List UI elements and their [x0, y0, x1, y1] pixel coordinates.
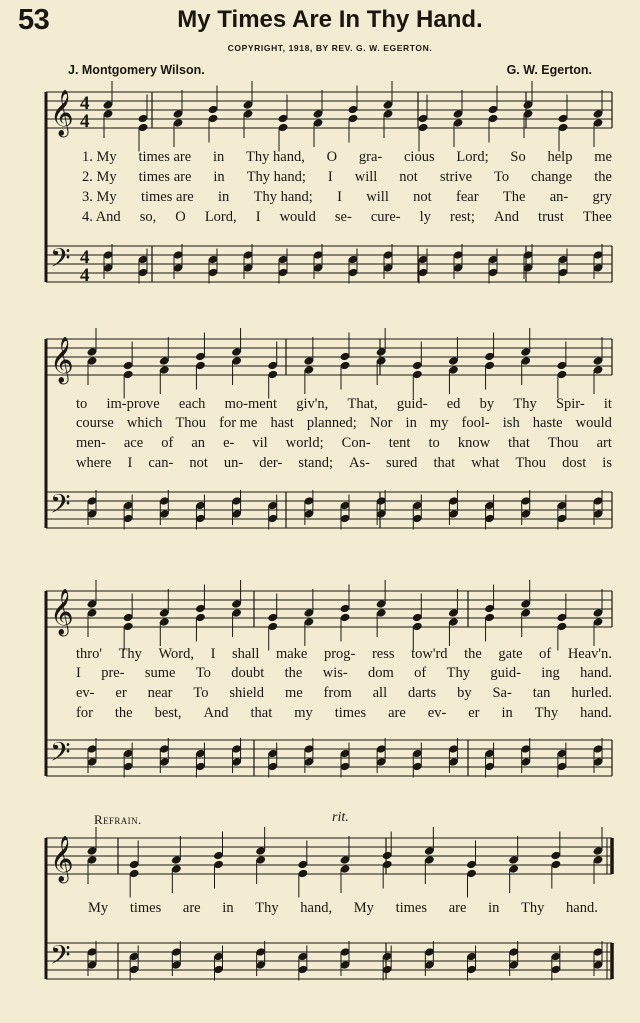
lyric-syllable: shall	[231, 646, 260, 662]
lyric-syllable: Thy	[446, 665, 470, 681]
treble-clef-icon: 𝄞	[50, 90, 74, 136]
lyric-syllable: not	[189, 455, 208, 471]
lyric-syllable: me	[594, 149, 612, 165]
lyric-syllable: to	[428, 435, 440, 451]
lyric-syllable: dom	[368, 665, 394, 681]
lyric-syllable: which	[126, 415, 163, 431]
lyric-syllable: sume	[144, 665, 176, 681]
lyric-syllable: er	[468, 705, 480, 721]
lyric-syllable: of	[414, 665, 427, 681]
lyric-syllable: times are	[138, 169, 192, 185]
lyric-syllable: for	[76, 705, 93, 721]
lyric-line	[76, 685, 612, 702]
copyright-notice: COPYRIGHT, 1918, BY REV. G. W. EGERTON.	[227, 43, 433, 53]
lyric-syllable: in	[213, 169, 225, 185]
lyric-syllable: I	[210, 646, 216, 662]
lyric-syllable: 1. My	[82, 149, 117, 165]
lyric-syllable: ress	[371, 646, 395, 662]
lyric-syllable: The	[502, 189, 526, 205]
lyric-syllable: Thy	[118, 646, 142, 662]
lyric-syllable: art	[596, 435, 612, 451]
lyric-syllable: Sa-	[492, 685, 512, 701]
lyric-syllable: guid-	[490, 665, 521, 681]
lyric-syllable: Word,	[158, 646, 194, 662]
lyric-syllable: 4. And	[82, 209, 121, 225]
lyric-syllable: in	[212, 149, 225, 165]
lyric-syllable: To	[195, 665, 211, 681]
lyric-syllable: the	[594, 169, 612, 185]
lyric-syllable: Nor	[369, 415, 393, 431]
lyric-syllable: are	[182, 900, 201, 916]
lyric-syllable: As-	[349, 455, 370, 471]
lyric-syllable: know	[457, 435, 491, 451]
lyric-syllable: vil	[252, 435, 268, 451]
lyric-syllable: times are	[138, 149, 192, 165]
lyric-syllable: Spir-	[555, 396, 585, 412]
lyric-syllable: where	[76, 455, 112, 471]
lyric-syllable: ly	[419, 209, 431, 225]
lyric-line	[76, 415, 612, 432]
lyric-syllable: e-	[223, 435, 235, 451]
lyric-syllable: is	[602, 455, 612, 471]
ritardando-mark: rit.	[332, 810, 349, 825]
lyric-syllable: that	[508, 435, 530, 451]
lyric-syllable: men-	[76, 435, 106, 451]
lyric-syllable: ev-	[76, 685, 95, 701]
lyric-syllable: make	[275, 646, 308, 662]
lyric-syllable: times	[334, 705, 367, 721]
lyric-syllable: me	[284, 685, 303, 701]
lyric-syllable: O	[175, 209, 186, 225]
lyric-syllable: tan	[532, 685, 551, 701]
lyric-syllable: in	[501, 705, 513, 721]
time-signature-denominator: 4	[80, 111, 90, 132]
lyric-syllable: are	[388, 705, 406, 721]
lyric-syllable: im-prove	[106, 396, 160, 412]
lyric-syllable: trust	[538, 209, 564, 225]
lyric-syllable: I	[127, 455, 133, 471]
lyric-syllable: 2. My	[82, 169, 117, 185]
lyric-syllable: are	[448, 900, 467, 916]
lyric-syllable: the	[464, 646, 482, 662]
lyric-syllable: 3. My	[82, 189, 117, 205]
lyric-syllable: change	[531, 169, 573, 185]
lyric-syllable: der-	[259, 455, 283, 471]
lyric-syllable: in	[218, 189, 230, 205]
lyric-syllable: ed	[446, 396, 461, 412]
treble-clef-icon: 𝄞	[50, 337, 74, 383]
lyric-syllable: of	[161, 435, 174, 451]
time-signature-numerator: 4	[80, 247, 90, 268]
lyric-syllable: not	[413, 189, 432, 205]
lyric-syllable: to	[76, 396, 88, 412]
lyric-syllable: Heav'n.	[567, 646, 612, 662]
lyric-syllable: Con-	[341, 435, 371, 451]
lyric-syllable: hand.	[580, 665, 612, 681]
lyric-syllable: un-	[223, 455, 244, 471]
lyric-syllable: tent	[388, 435, 411, 451]
lyric-syllable: stand;	[298, 455, 333, 471]
lyric-syllable: Thy	[513, 396, 537, 412]
lyric-syllable: gry	[592, 189, 612, 205]
lyric-syllable: Thy	[255, 900, 279, 916]
lyric-line	[76, 435, 612, 452]
bass-clef-icon: 𝄢	[50, 939, 71, 977]
lyric-syllable: And	[494, 209, 519, 225]
lyric-syllable: from	[323, 685, 352, 701]
lyric-syllable: in	[222, 900, 234, 916]
lyric-syllable: the	[284, 665, 303, 681]
lyric-syllable: an-	[549, 189, 569, 205]
lyric-syllable: gate	[498, 646, 523, 662]
lyric-syllable: times are	[140, 189, 194, 205]
hymn-title: My Times Are In Thy Hand.	[177, 6, 483, 33]
lyric-syllable: sured	[386, 455, 418, 471]
lyric-line	[76, 646, 612, 663]
lyric-syllable: Thy hand;	[253, 189, 313, 205]
lyric-syllable: Thou	[547, 435, 579, 451]
lyric-syllable: hand.	[566, 900, 598, 916]
lyric-syllable: my	[429, 415, 449, 431]
lyric-syllable: can-	[148, 455, 174, 471]
lyric-syllable: would	[575, 415, 612, 431]
lyric-syllable: shield	[229, 685, 265, 701]
lyric-line	[76, 705, 612, 722]
lyric-syllable: strive	[439, 169, 473, 185]
lyric-syllable: Thou	[175, 415, 207, 431]
lyric-syllable: my	[294, 705, 313, 721]
lyric-syllable: guid-	[396, 396, 428, 412]
lyric-syllable: ish	[502, 415, 520, 431]
lyric-syllable: of	[539, 646, 552, 662]
lyric-line	[76, 396, 612, 413]
time-signature-numerator: 4	[80, 93, 90, 114]
lyric-line	[82, 149, 612, 166]
lyric-syllable: not	[399, 169, 418, 185]
lyric-syllable: doubt	[231, 665, 265, 681]
time-signature-denominator: 4	[80, 265, 90, 286]
lyric-syllable: course	[76, 415, 114, 431]
lyric-syllable: Thy hand;	[246, 169, 306, 185]
lyric-syllable: what	[471, 455, 500, 471]
composer-credit: G. W. Egerton.	[506, 63, 592, 77]
lyric-syllable: in	[405, 415, 417, 431]
lyric-syllable: rest;	[450, 209, 475, 225]
lyric-syllable: times	[395, 900, 428, 916]
lyricist-credit: J. Montgomery Wilson.	[68, 63, 205, 77]
lyric-syllable: that	[250, 705, 273, 721]
lyric-syllable: ev-	[427, 705, 447, 721]
lyric-syllable: cure-	[370, 209, 401, 225]
lyric-line	[76, 665, 612, 682]
lyric-syllable: help	[547, 149, 573, 165]
lyric-syllable: by	[457, 685, 472, 701]
treble-clef-icon: 𝄞	[50, 836, 74, 882]
lyric-syllable: er	[115, 685, 127, 701]
lyric-syllable: And	[203, 705, 229, 721]
lyric-syllable: will	[366, 189, 389, 205]
lyric-syllable: haste	[532, 415, 563, 431]
lyric-syllable: mo-ment	[224, 396, 278, 412]
lyric-syllable: cious	[404, 149, 435, 165]
bass-clef-icon: 𝄢	[50, 488, 71, 526]
lyric-syllable: Thy	[521, 900, 545, 916]
lyric-syllable: times	[129, 900, 162, 916]
lyric-syllable: gra-	[358, 149, 383, 165]
lyric-syllable: darts	[408, 685, 437, 701]
lyric-syllable: hast	[270, 415, 294, 431]
lyric-syllable: That,	[347, 396, 378, 412]
lyric-syllable: hand.	[580, 705, 612, 721]
lyric-syllable: an	[191, 435, 206, 451]
lyric-syllable: ing	[541, 665, 560, 681]
lyric-line	[82, 209, 612, 226]
lyric-syllable: Thee	[582, 209, 612, 225]
lyric-syllable: Lord,	[204, 209, 237, 225]
treble-clef-icon: 𝄞	[50, 589, 74, 635]
lyric-syllable: prog-	[323, 646, 356, 662]
lyric-syllable: best,	[154, 705, 182, 721]
lyric-syllable: world;	[285, 435, 324, 451]
lyric-syllable: Thy hand,	[246, 149, 305, 165]
bass-clef-icon: 𝄢	[50, 242, 71, 280]
lyric-syllable: wis-	[322, 665, 348, 681]
lyric-syllable: ace	[123, 435, 144, 451]
lyric-syllable: thro'	[76, 646, 102, 662]
lyric-syllable: Thy	[534, 705, 559, 721]
hymn-number: 53	[18, 4, 50, 36]
lyric-syllable: pre-	[101, 665, 125, 681]
lyric-syllable: Lord;	[456, 149, 489, 165]
lyric-line	[76, 455, 612, 472]
bass-clef-icon: 𝄢	[50, 736, 71, 774]
lyric-syllable: To	[193, 685, 209, 701]
refrain-lyric-line	[88, 900, 598, 917]
lyric-syllable: each	[178, 396, 206, 412]
lyric-syllable: it	[603, 396, 612, 412]
lyric-syllable: that	[433, 455, 456, 471]
lyric-syllable: se-	[334, 209, 352, 225]
lyric-syllable: dost	[562, 455, 587, 471]
lyric-syllable: fool-	[461, 415, 490, 431]
lyric-syllable: I	[76, 665, 81, 681]
lyric-syllable: My	[353, 900, 374, 916]
lyric-syllable: So	[510, 149, 526, 165]
refrain-label: Refrain.	[94, 812, 142, 827]
lyric-syllable: all	[372, 685, 388, 701]
lyric-syllable: near	[147, 685, 173, 701]
lyric-syllable: the	[114, 705, 133, 721]
lyric-syllable: To	[494, 169, 510, 185]
lyric-syllable: I	[327, 169, 333, 185]
lyric-syllable: would	[279, 209, 316, 225]
lyric-syllable: Thou	[515, 455, 547, 471]
lyric-syllable: giv'n,	[296, 396, 329, 412]
lyric-syllable: I	[337, 189, 342, 205]
lyric-line	[82, 189, 612, 206]
lyric-syllable: My	[88, 900, 109, 916]
lyric-syllable: for me	[219, 415, 258, 431]
lyric-syllable: hand,	[300, 900, 333, 916]
lyric-syllable: fear	[456, 189, 479, 205]
lyric-line	[82, 169, 612, 186]
lyric-syllable: planned;	[306, 415, 357, 431]
lyric-syllable: I	[255, 209, 261, 225]
lyric-syllable: hurled.	[571, 685, 612, 701]
lyric-syllable: will	[354, 169, 378, 185]
lyric-syllable: in	[488, 900, 500, 916]
lyric-syllable: so,	[139, 209, 157, 225]
lyric-syllable: by	[479, 396, 495, 412]
lyric-syllable: tow'rd	[411, 646, 448, 662]
lyric-syllable: O	[326, 149, 338, 165]
